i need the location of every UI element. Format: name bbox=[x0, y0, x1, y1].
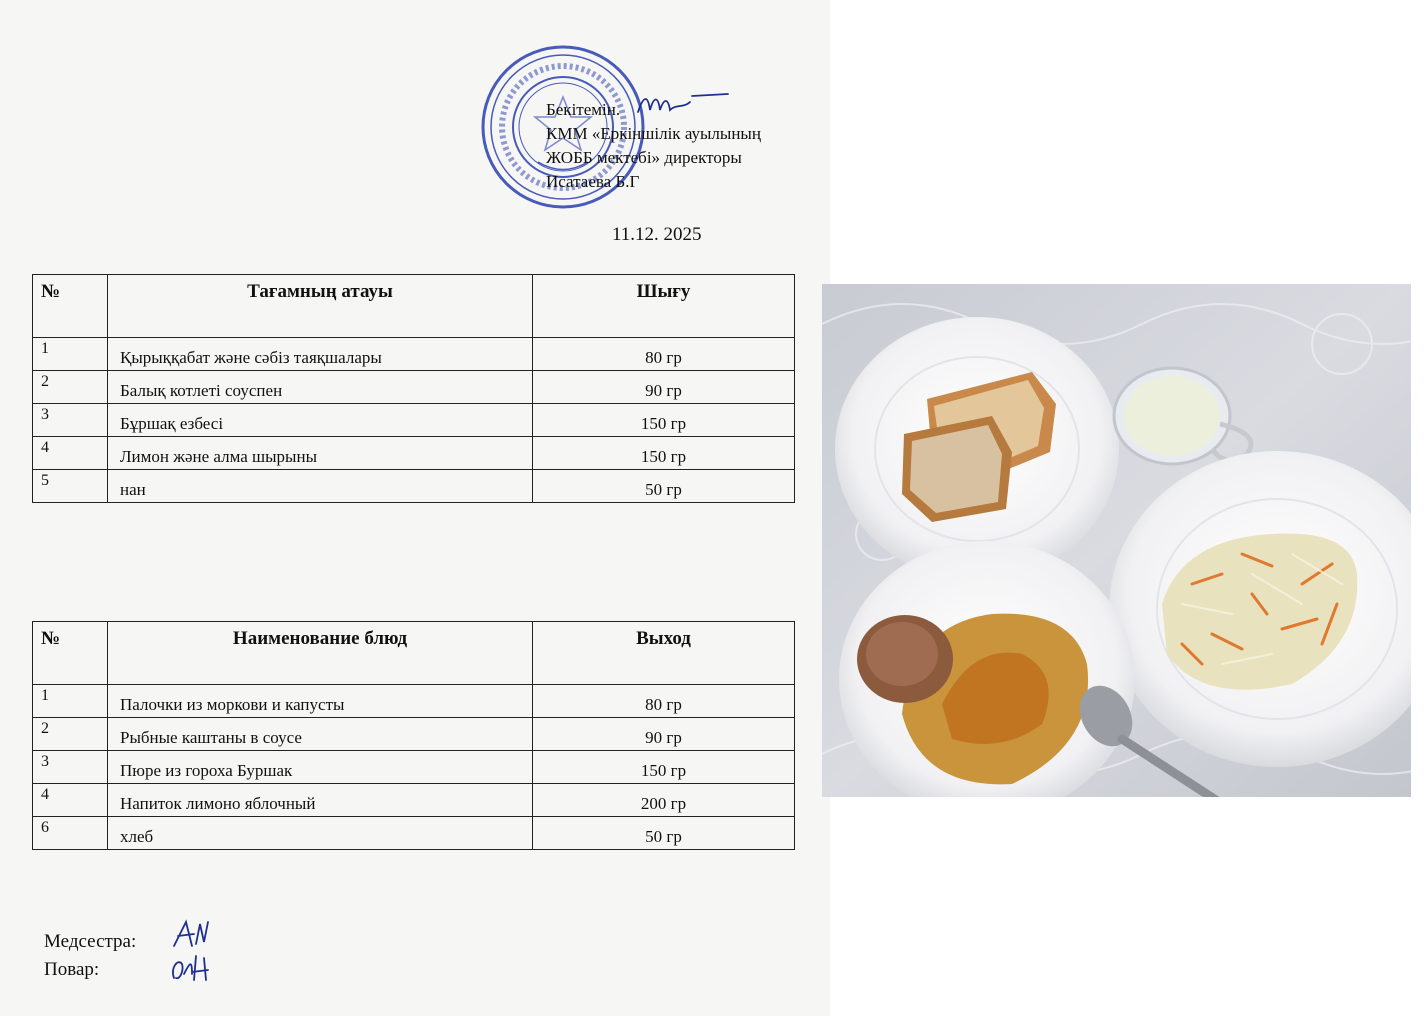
table-row bbox=[33, 817, 795, 850]
row-number: 2 bbox=[33, 371, 108, 404]
row-output: 150 гр bbox=[640, 414, 687, 433]
row-output: 80 гр bbox=[645, 695, 682, 714]
row-output: 50 гр bbox=[645, 827, 682, 846]
row-number: 4 bbox=[33, 784, 108, 817]
row-output: 80 гр bbox=[645, 348, 682, 367]
cook-label: Повар: bbox=[44, 959, 100, 980]
table-row bbox=[33, 470, 795, 503]
cook-signature-icon bbox=[168, 950, 214, 986]
row-output: 90 гр bbox=[645, 381, 682, 400]
row-number: 6 bbox=[33, 817, 108, 850]
row-dish-name: хлеб bbox=[120, 827, 154, 846]
row-dish-name: Напиток лимоно яблочный bbox=[120, 794, 316, 813]
approval-line: Бекітемін. bbox=[546, 100, 621, 119]
header-output: Шығу bbox=[533, 275, 795, 338]
row-dish-name: Палочки из моркови и капусты bbox=[120, 695, 345, 714]
row-output: 50 гр bbox=[645, 480, 682, 499]
header-number: № bbox=[33, 275, 108, 338]
menu-table-kz bbox=[32, 274, 795, 503]
table-row bbox=[33, 338, 795, 371]
table-row bbox=[33, 437, 795, 470]
table-row bbox=[33, 404, 795, 437]
row-output: 200 гр bbox=[640, 794, 687, 813]
header-number: № bbox=[33, 622, 108, 685]
row-number: 5 bbox=[33, 470, 108, 503]
row-dish-name: Бұршақ езбесі bbox=[120, 414, 224, 433]
table-row bbox=[33, 718, 795, 751]
row-dish-name: Балық котлеті соуспен bbox=[120, 381, 283, 400]
row-dish-name: Пюре из гороха Буршак bbox=[120, 761, 293, 780]
table-row bbox=[33, 784, 795, 817]
row-dish-name: Қырыққабат және сәбіз таяқшалары bbox=[120, 348, 382, 367]
approval-line: Исатаева Б.Г bbox=[546, 172, 640, 191]
nurse-label: Медсестра: bbox=[44, 931, 137, 952]
row-number: 1 bbox=[33, 338, 108, 371]
header-dish-name: Тағамның атауы bbox=[108, 275, 533, 338]
staff-signatures bbox=[44, 928, 136, 984]
row-number: 2 bbox=[33, 718, 108, 751]
approval-date: 11.12. 2025 bbox=[612, 224, 702, 245]
approval-block bbox=[546, 98, 761, 194]
table-header-row bbox=[33, 275, 795, 338]
row-output: 150 гр bbox=[640, 761, 687, 780]
menu-table-ru bbox=[32, 621, 795, 850]
row-output: 90 гр bbox=[645, 728, 682, 747]
table-row bbox=[33, 371, 795, 404]
row-number: 4 bbox=[33, 437, 108, 470]
row-dish-name: нан bbox=[120, 480, 146, 499]
row-number: 3 bbox=[33, 404, 108, 437]
row-dish-name: Лимон және алма шырыны bbox=[120, 447, 317, 466]
table-header-row bbox=[33, 622, 795, 685]
row-number: 3 bbox=[33, 751, 108, 784]
approval-line: ЖОББ мектебі» директоры bbox=[546, 148, 742, 167]
table-row bbox=[33, 685, 795, 718]
table-row bbox=[33, 751, 795, 784]
row-dish-name: Рыбные каштаны в соусе bbox=[120, 728, 302, 747]
header-output: Выход bbox=[533, 622, 795, 685]
meal-photo bbox=[822, 284, 1411, 797]
row-output: 150 гр bbox=[640, 447, 687, 466]
nurse-signature-icon bbox=[170, 916, 210, 952]
row-number: 1 bbox=[33, 685, 108, 718]
approval-line: КММ «Еркіншілік ауылының bbox=[546, 124, 761, 143]
header-dish-name: Наименование блюд bbox=[108, 622, 533, 685]
